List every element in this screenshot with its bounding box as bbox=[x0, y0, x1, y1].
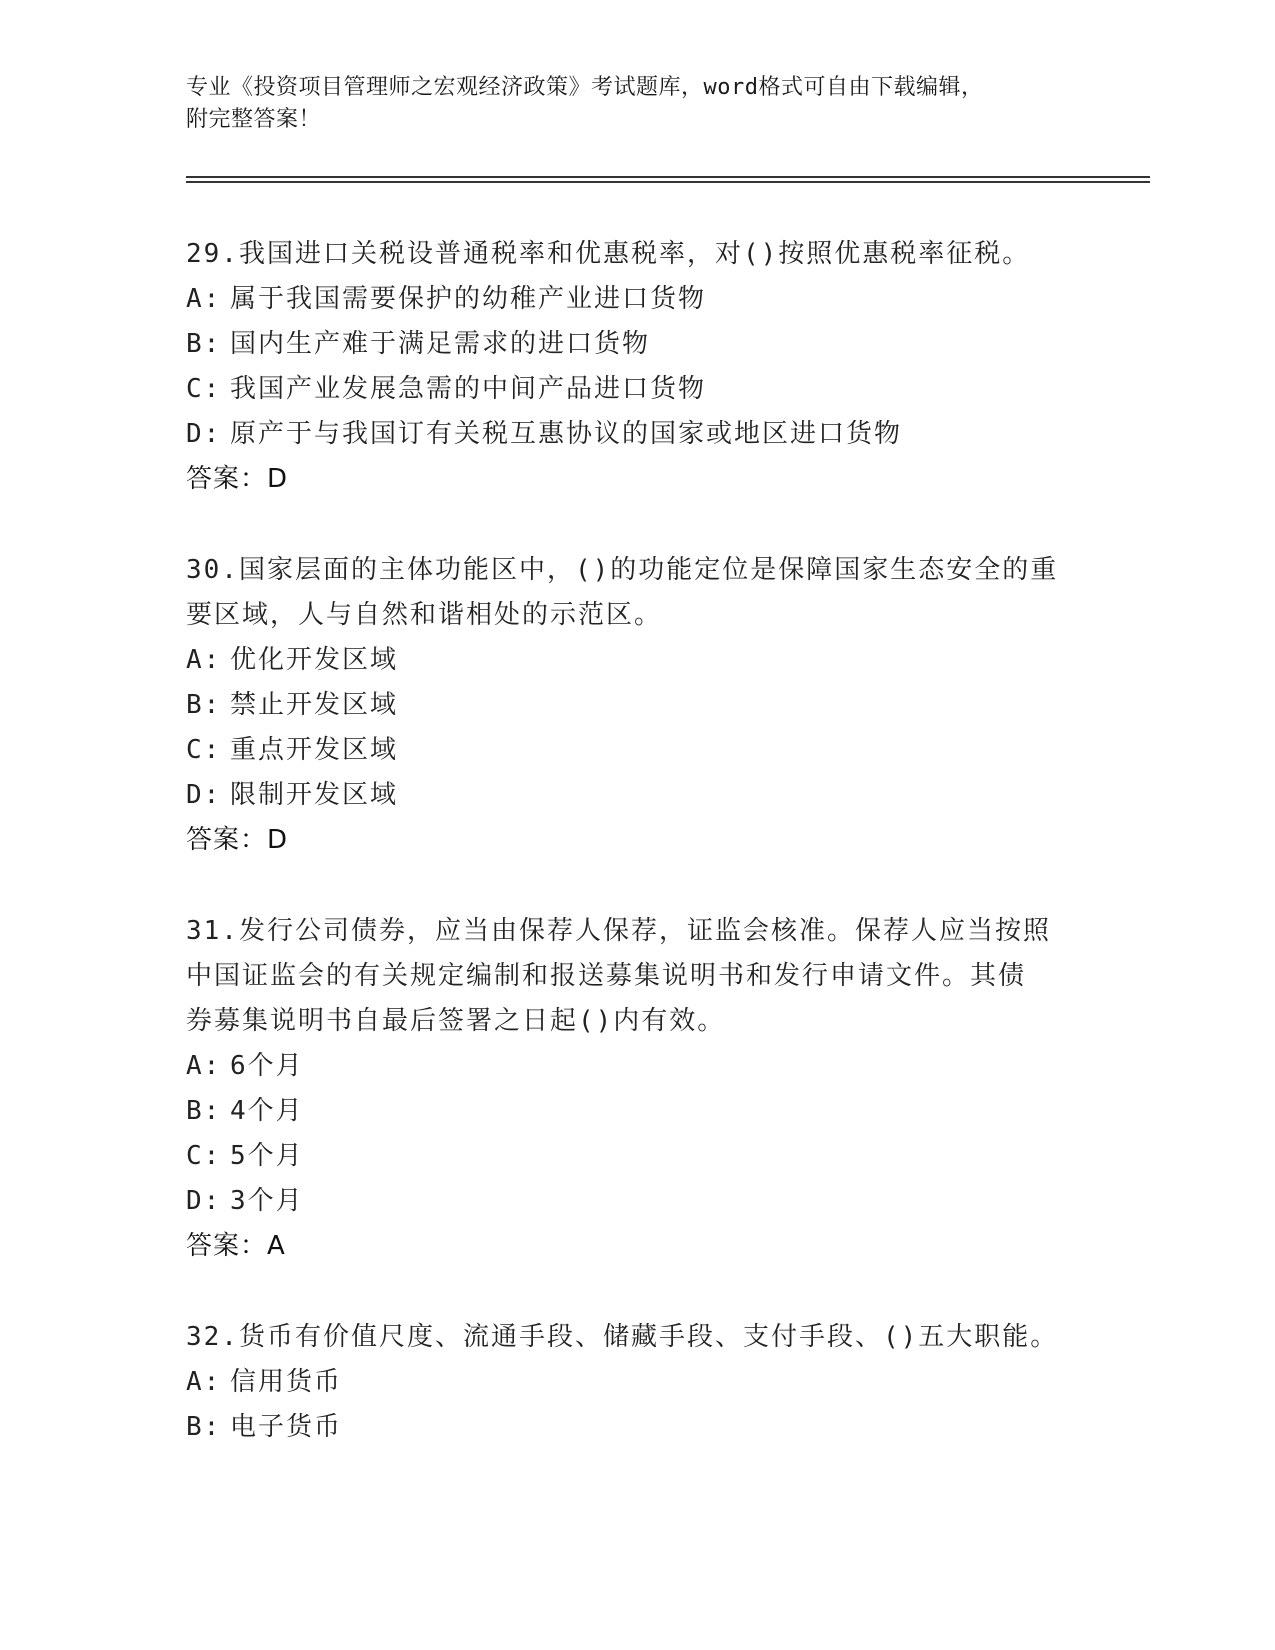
question-block bbox=[186, 232, 1086, 502]
question-stem: 中国证监会的有关规定编制和报送募集说明书和发行申请文件。其债 bbox=[186, 961, 1027, 991]
option-text: 国内生产难于满足需求的进口货物 bbox=[230, 329, 651, 359]
option-text: 优化开发区域 bbox=[230, 645, 399, 675]
option-key: B: bbox=[186, 690, 222, 720]
option-text: 属于我国需要保护的幼稚产业进口货物 bbox=[230, 284, 707, 314]
answer-option bbox=[186, 728, 1086, 773]
answer-key: 答案：A bbox=[186, 1231, 286, 1261]
option-text: 4个月 bbox=[230, 1096, 304, 1126]
option-key: D: bbox=[186, 419, 222, 449]
option-text: 5个月 bbox=[230, 1141, 304, 1171]
question-stem: 29.我国进口关税设普通税率和优惠税率，对()按照优惠税率征税。 bbox=[186, 239, 1031, 269]
header-line-2: 附完整答案！ bbox=[186, 107, 322, 132]
option-text: 禁止开发区域 bbox=[230, 690, 399, 720]
answer-option bbox=[186, 638, 1086, 683]
header-line-1: 专业《投资项目管理师之宏观经济政策》考试题库，word格式可自由下载编辑， bbox=[186, 75, 984, 100]
document-header bbox=[186, 72, 1086, 136]
option-key: C: bbox=[186, 735, 222, 765]
answer-option bbox=[186, 1044, 1086, 1089]
answer-option bbox=[186, 412, 1086, 457]
answer-key: 答案：D bbox=[186, 464, 289, 494]
option-text: 6个月 bbox=[230, 1051, 304, 1081]
answer-option bbox=[186, 367, 1086, 412]
option-key: A: bbox=[186, 1367, 222, 1397]
header-divider-bottom bbox=[186, 181, 1150, 183]
question-stem: 30.国家层面的主体功能区中，()的功能定位是保障国家生态安全的重 bbox=[186, 555, 1059, 585]
option-key: A: bbox=[186, 1051, 222, 1081]
answer-option bbox=[186, 683, 1086, 728]
option-text: 原产于与我国订有关税互惠协议的国家或地区进口货物 bbox=[230, 419, 903, 449]
question-block bbox=[186, 548, 1086, 863]
option-key: B: bbox=[186, 329, 222, 359]
option-key: B: bbox=[186, 1412, 222, 1442]
question-stem: 32.货币有价值尺度、流通手段、储藏手段、支付手段、()五大职能。 bbox=[186, 1322, 1059, 1352]
option-text: 电子货币 bbox=[230, 1412, 343, 1442]
question-block bbox=[186, 909, 1086, 1269]
answer-key: 答案：D bbox=[186, 825, 289, 855]
question-block bbox=[186, 1315, 1086, 1450]
option-key: C: bbox=[186, 374, 222, 404]
option-text: 我国产业发展急需的中间产品进口货物 bbox=[230, 374, 707, 404]
answer-option bbox=[186, 1179, 1086, 1224]
question-stem: 31.发行公司债券，应当由保荐人保荐，证监会核准。保荐人应当按照 bbox=[186, 916, 1051, 946]
option-key: C: bbox=[186, 1141, 222, 1171]
option-key: A: bbox=[186, 284, 222, 314]
answer-option bbox=[186, 277, 1086, 322]
question-stem: 要区域，人与自然和谐相处的示范区。 bbox=[186, 600, 663, 630]
answer-option bbox=[186, 1405, 1086, 1450]
question-list bbox=[186, 232, 1086, 1496]
answer-option bbox=[186, 773, 1086, 818]
option-key: D: bbox=[186, 1186, 222, 1216]
option-key: B: bbox=[186, 1096, 222, 1126]
option-key: A: bbox=[186, 645, 222, 675]
option-key: D: bbox=[186, 780, 222, 810]
option-text: 限制开发区域 bbox=[230, 780, 399, 810]
answer-option bbox=[186, 322, 1086, 367]
option-text: 信用货币 bbox=[230, 1367, 343, 1397]
answer-option bbox=[186, 1360, 1086, 1405]
question-stem: 券募集说明书自最后签署之日起()内有效。 bbox=[186, 1006, 726, 1036]
answer-option bbox=[186, 1089, 1086, 1134]
header-divider-top bbox=[186, 176, 1150, 178]
option-text: 重点开发区域 bbox=[230, 735, 399, 765]
option-text: 3个月 bbox=[230, 1186, 304, 1216]
answer-option bbox=[186, 1134, 1086, 1179]
